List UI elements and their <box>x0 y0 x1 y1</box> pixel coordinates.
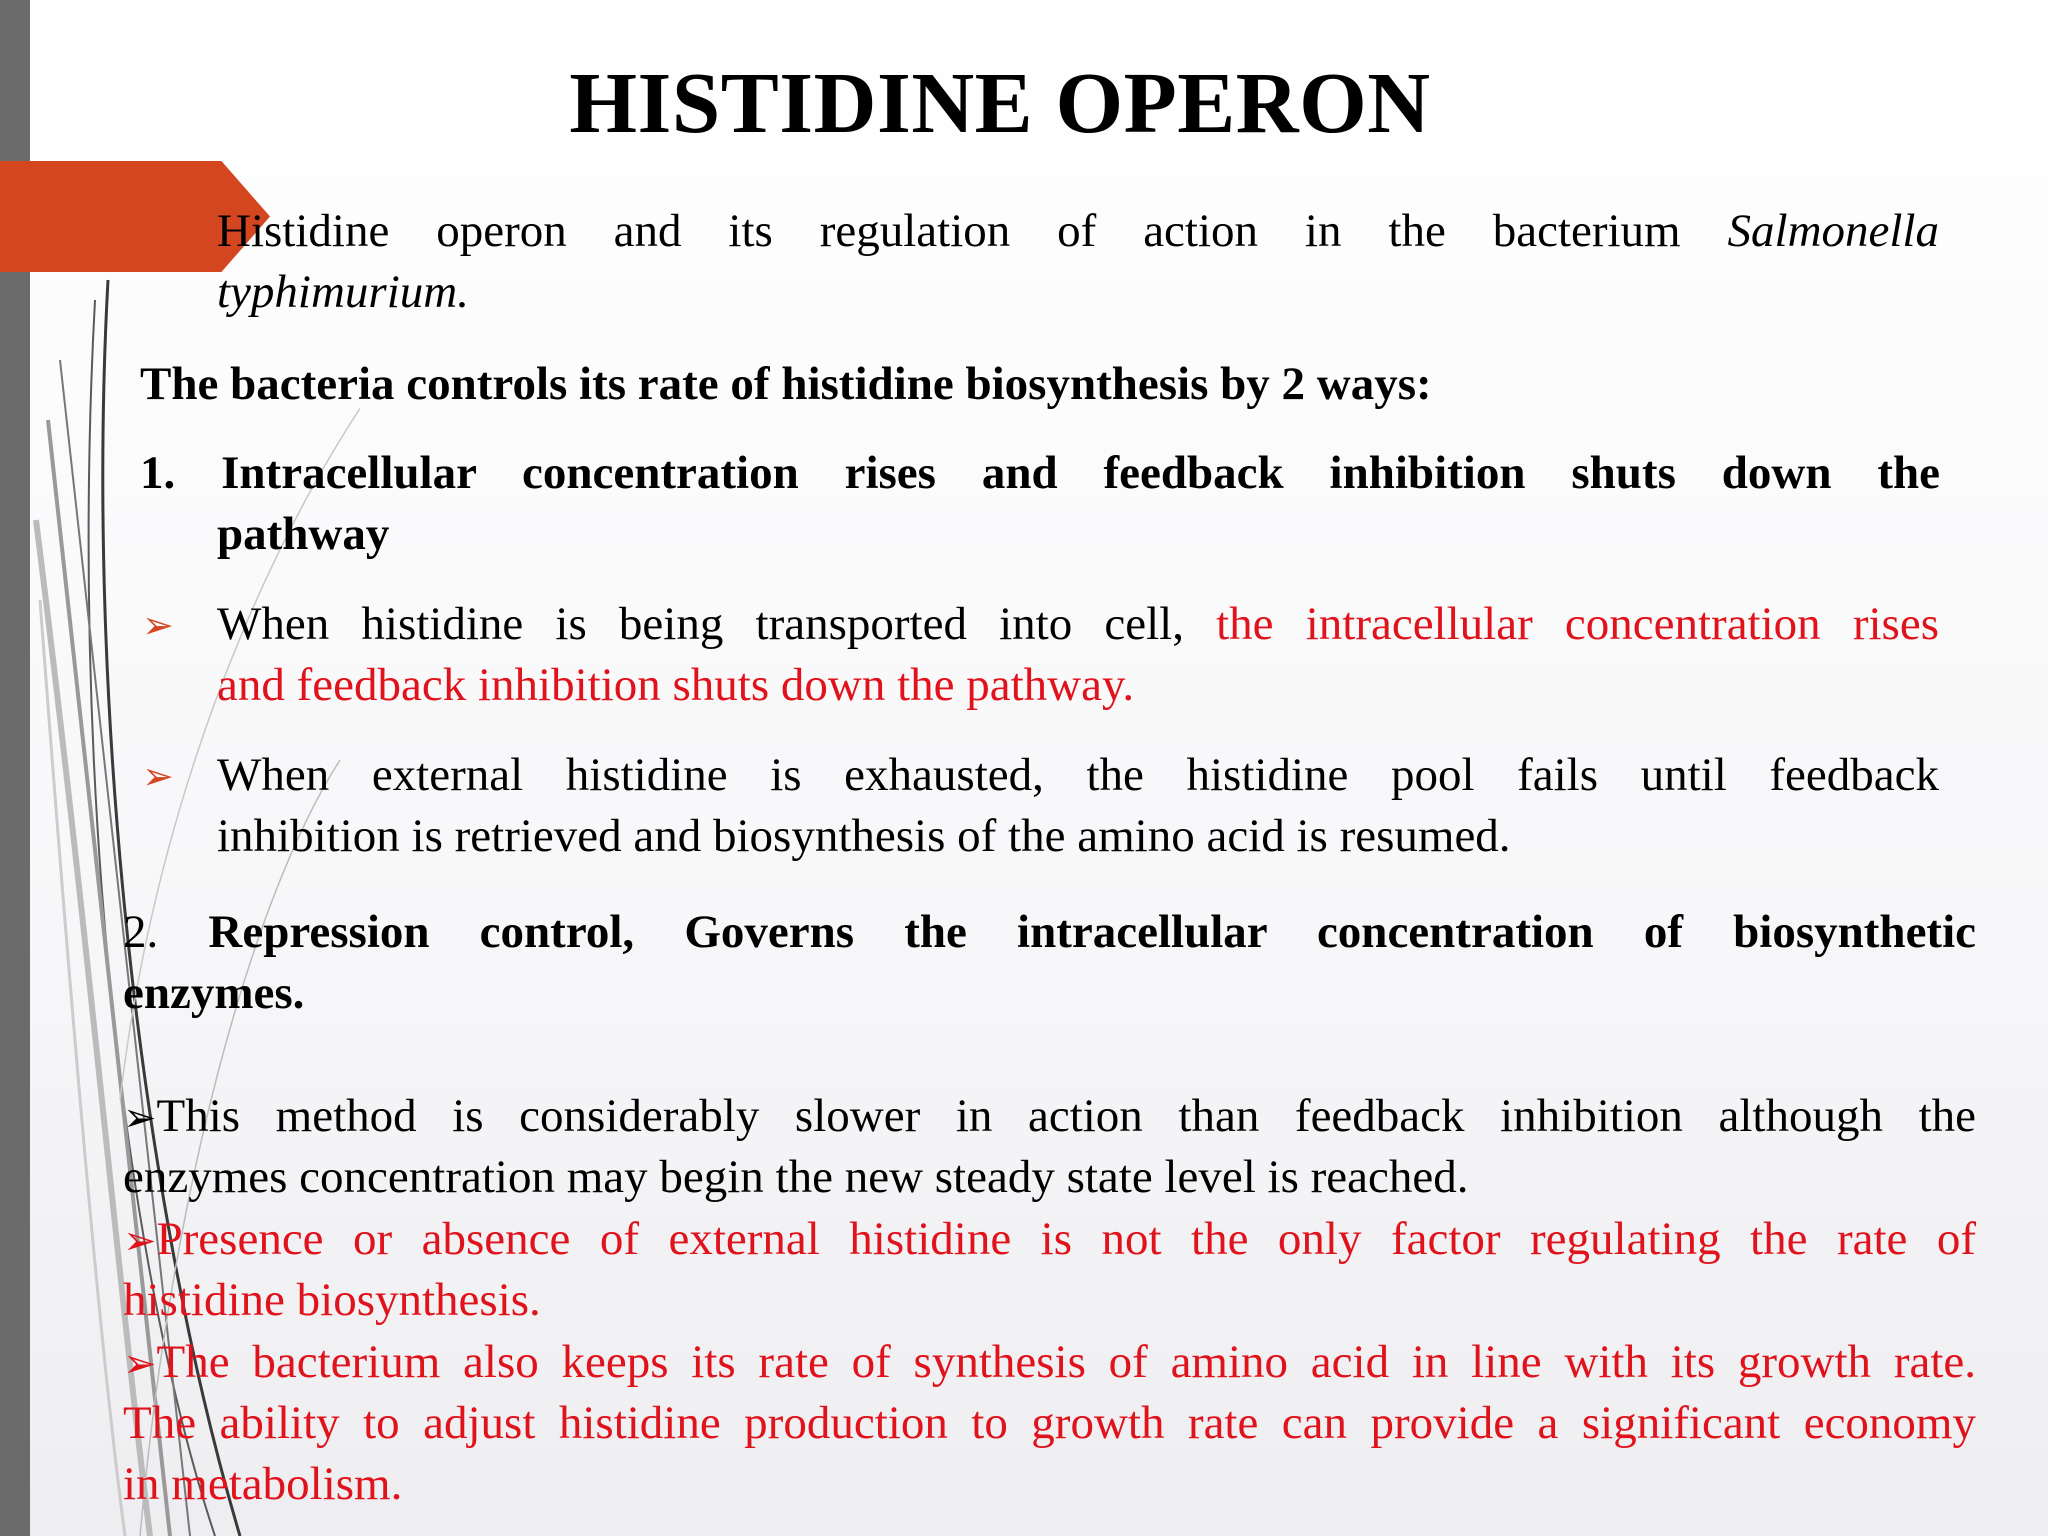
point-1-line-2: pathway <box>217 508 390 560</box>
intro-line-2 <box>217 262 1939 323</box>
paragraph-line-4: histidine biosynthesis. <box>123 1274 541 1326</box>
bullet-2-line-2: inhibition is retrieved and biosynthesis of the amino acid is resumed. <box>217 810 1511 862</box>
paragraph-text-5: The bacterium also keeps its rate of synthesis of amino acid in line with its growth rate. <box>156 1336 1976 1388</box>
bullet-arrow-icon: ➢ <box>142 756 174 798</box>
point-2-line-2: enzymes. <box>123 967 305 1019</box>
bullet-2-line-1: When external histidine is exhausted, the histidine pool fails until feedback <box>217 749 1939 801</box>
bullet-1-text: When histidine is being transported into cell, <box>217 598 1217 650</box>
bullet-1-highlight: the intracellular concentration rises <box>1216 598 1939 650</box>
paragraph-line-6: The ability to adjust histidine production to growth rate can provide a significant economy <box>123 1397 1976 1449</box>
paragraph-text-1: This method is considerably slower in action than feedback inhibition although the <box>156 1090 1976 1142</box>
intro-genus: Salmonella <box>1727 205 1939 257</box>
paragraph-line-3 <box>123 1209 1976 1271</box>
inline-arrow-icon: ➢ <box>123 1095 157 1140</box>
paragraph-line-1 <box>123 1086 1976 1148</box>
bullet-arrow-icon: ➢ <box>142 605 174 647</box>
section-heading: The bacteria controls its rate of histidine biosynthesis by 2 ways: <box>140 358 1432 410</box>
point-2-line-1 <box>123 902 1976 963</box>
inline-arrow-icon: ➢ <box>123 1218 157 1263</box>
intro-period: . <box>457 266 469 318</box>
point-2-number: 2. <box>123 906 209 958</box>
paragraph-text-3: Presence or absence of external histidine is not the only factor regulating the rate of <box>156 1213 1976 1265</box>
point-2-heading: Repression control, Governs the intracellular concentration of biosynthetic <box>208 906 1977 958</box>
bullet-1-line-1 <box>217 594 1939 655</box>
paragraph-line-7: in metabolism. <box>123 1458 403 1510</box>
intro-line-1 <box>217 201 1939 262</box>
intro-text: Histidine operon and its regulation of action in the bacterium <box>217 205 1728 257</box>
paragraph-line-2: enzymes concentration may begin the new steady state level is reached. <box>123 1151 1469 1203</box>
bullet-1-line-2: and feedback inhibition shuts down the pathway. <box>217 659 1135 711</box>
paragraph-line-5 <box>123 1332 1976 1394</box>
point-1-line-1: 1. Intracellular concentration rises and feedback inhibition shuts down the <box>140 447 1940 499</box>
inline-arrow-icon: ➢ <box>123 1341 157 1386</box>
intro-species: typhimurium <box>217 266 458 318</box>
page-title: HISTIDINE OPERON <box>569 54 1431 151</box>
